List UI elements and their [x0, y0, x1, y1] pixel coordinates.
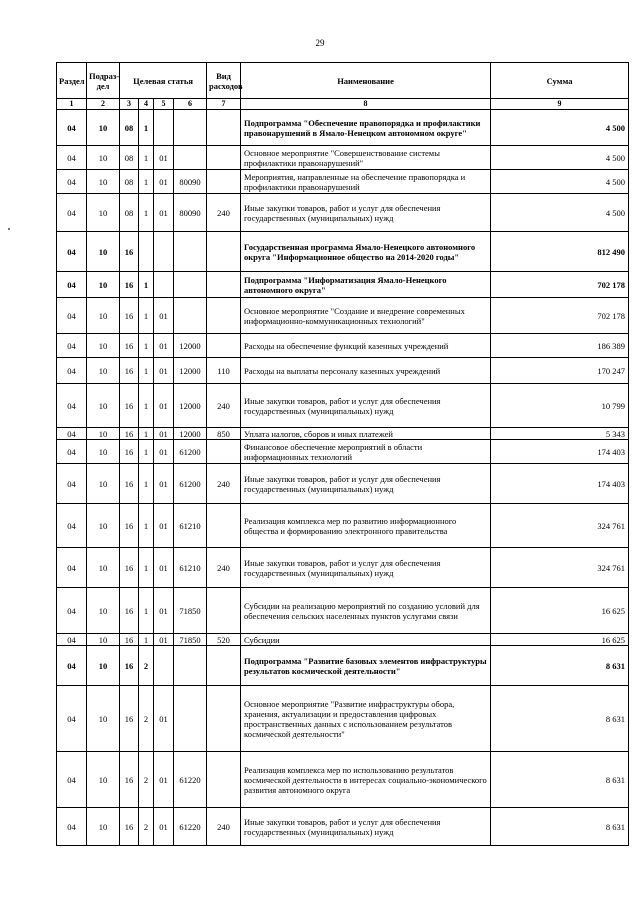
cell-sum: 174 403	[491, 440, 629, 464]
cell-name: Мероприятия, направленные на обеспечение правопорядка и профилактики правонарушений	[241, 170, 491, 194]
header-sum: Сумма	[491, 63, 629, 99]
cell-event: 01	[154, 808, 174, 846]
cell-program: 16	[120, 588, 139, 634]
header-podrazdel: Подраз-дел	[87, 63, 120, 99]
table-row	[57, 752, 629, 808]
cell-podrazdel: 10	[87, 752, 120, 808]
cell-razdel: 04	[57, 146, 87, 170]
cell-sum: 324 761	[491, 504, 629, 548]
cell-podrazdel: 10	[87, 686, 120, 752]
cell-program: 16	[120, 808, 139, 846]
cell-podrazdel: 10	[87, 298, 120, 334]
table-row	[57, 686, 629, 752]
cell-razdel: 04	[57, 686, 87, 752]
cell-name: Государственная программа Ямало-Ненецкого автономного округа "Информационное общество на 2014-2020 годы"	[241, 232, 491, 272]
cell-sum: 5 343	[491, 428, 629, 440]
column-number: 5	[154, 99, 174, 110]
cell-subprogram	[139, 232, 154, 272]
cell-podrazdel: 10	[87, 808, 120, 846]
cell-sum: 16 625	[491, 588, 629, 634]
cell-name: Иные закупки товаров, работ и услуг для обеспечения государственных (муниципальных) нужд	[241, 384, 491, 428]
cell-direction: 61200	[174, 440, 207, 464]
cell-event: 01	[154, 194, 174, 232]
cell-razdel: 04	[57, 384, 87, 428]
cell-program: 08	[120, 146, 139, 170]
table-row	[57, 504, 629, 548]
cell-razdel: 04	[57, 110, 87, 146]
column-number: 7	[207, 99, 241, 110]
cell-name: Подпрограмма "Обеспечение правопорядка и профилактики правонарушений в Ямало-Ненецком автономном округе"	[241, 110, 491, 146]
cell-podrazdel: 10	[87, 146, 120, 170]
cell-name: Подпрограмма "Развитие базовых элементов инфраструктуры результатов космической деятельности"	[241, 646, 491, 686]
cell-event: 01	[154, 504, 174, 548]
cell-direction	[174, 232, 207, 272]
cell-razdel: 04	[57, 170, 87, 194]
cell-vid	[207, 146, 241, 170]
cell-sum: 8 631	[491, 686, 629, 752]
cell-direction: 12000	[174, 334, 207, 358]
cell-subprogram: 1	[139, 504, 154, 548]
cell-program: 16	[120, 232, 139, 272]
cell-program: 16	[120, 686, 139, 752]
cell-subprogram: 1	[139, 548, 154, 588]
cell-name: Расходы на выплаты персоналу казенных учреждений	[241, 358, 491, 384]
cell-razdel: 04	[57, 232, 87, 272]
cell-name: Иные закупки товаров, работ и услуг для обеспечения государственных (муниципальных) нужд	[241, 464, 491, 504]
cell-name: Основное мероприятие "Совершенствование системы профилактики правонарушений"	[241, 146, 491, 170]
cell-program: 16	[120, 298, 139, 334]
cell-podrazdel: 10	[87, 232, 120, 272]
cell-sum: 702 178	[491, 272, 629, 298]
header-name: Наименование	[241, 63, 491, 99]
cell-program: 16	[120, 646, 139, 686]
header-razdel: Раздел	[57, 63, 87, 99]
header-target: Целевая статья	[120, 63, 207, 99]
cell-event: 01	[154, 634, 174, 646]
cell-event: 01	[154, 146, 174, 170]
cell-event: 01	[154, 298, 174, 334]
cell-sum: 10 799	[491, 384, 629, 428]
table-row	[57, 194, 629, 232]
table-row	[57, 170, 629, 194]
cell-direction	[174, 686, 207, 752]
cell-direction: 12000	[174, 358, 207, 384]
cell-event: 01	[154, 428, 174, 440]
cell-program: 16	[120, 428, 139, 440]
cell-vid: 520	[207, 634, 241, 646]
cell-razdel: 04	[57, 334, 87, 358]
cell-vid	[207, 646, 241, 686]
column-number: 9	[491, 99, 629, 110]
cell-name: Субсидии на реализацию мероприятий по созданию условий для обеспечения сельских населенных пунктов услугами связи	[241, 588, 491, 634]
cell-podrazdel: 10	[87, 504, 120, 548]
table-row	[57, 588, 629, 634]
cell-razdel: 04	[57, 298, 87, 334]
column-number: 1	[57, 99, 87, 110]
cell-subprogram: 1	[139, 588, 154, 634]
cell-direction: 12000	[174, 384, 207, 428]
cell-razdel: 04	[57, 504, 87, 548]
cell-podrazdel: 10	[87, 334, 120, 358]
cell-sum: 4 500	[491, 194, 629, 232]
cell-name: Иные закупки товаров, работ и услуг для обеспечения государственных (муниципальных) нужд	[241, 548, 491, 588]
column-number: 2	[87, 99, 120, 110]
cell-event: 01	[154, 170, 174, 194]
cell-razdel: 04	[57, 548, 87, 588]
column-number-row	[57, 99, 629, 110]
column-number: 3	[120, 99, 139, 110]
column-number: 8	[241, 99, 491, 110]
cell-subprogram: 1	[139, 146, 154, 170]
cell-podrazdel: 10	[87, 464, 120, 504]
cell-event	[154, 232, 174, 272]
cell-direction: 61220	[174, 808, 207, 846]
table-row	[57, 146, 629, 170]
cell-program: 16	[120, 752, 139, 808]
cell-event: 01	[154, 334, 174, 358]
cell-subprogram: 1	[139, 170, 154, 194]
table-row	[57, 440, 629, 464]
cell-vid	[207, 686, 241, 752]
cell-name: Реализация комплекса мер по развитию информационного общества и формированию электронного правительства	[241, 504, 491, 548]
cell-name: Финансовое обеспечение мероприятий в области информационных технологий	[241, 440, 491, 464]
cell-name: Основное мероприятие "Создание и внедрение современных информационно-коммуникационных технологий"	[241, 298, 491, 334]
cell-razdel: 04	[57, 272, 87, 298]
cell-program: 16	[120, 634, 139, 646]
cell-sum: 812 490	[491, 232, 629, 272]
cell-event: 01	[154, 588, 174, 634]
cell-program: 08	[120, 170, 139, 194]
cell-name: Уплата налогов, сборов и иных платежей	[241, 428, 491, 440]
cell-razdel: 04	[57, 358, 87, 384]
cell-event	[154, 272, 174, 298]
cell-program: 16	[120, 464, 139, 504]
cell-subprogram: 1	[139, 464, 154, 504]
cell-vid: 850	[207, 428, 241, 440]
cell-vid: 240	[207, 464, 241, 504]
cell-vid	[207, 298, 241, 334]
cell-podrazdel: 10	[87, 588, 120, 634]
cell-podrazdel: 10	[87, 110, 120, 146]
cell-podrazdel: 10	[87, 428, 120, 440]
cell-name: Основное мероприятие "Развитие инфраструктуры обора, хранения, актуализации и предоставления цифровых пространственных данных с использованием результатов космической деятельности"	[241, 686, 491, 752]
cell-program: 08	[120, 194, 139, 232]
cell-direction: 61200	[174, 464, 207, 504]
cell-event: 01	[154, 440, 174, 464]
cell-vid	[207, 232, 241, 272]
cell-subprogram: 1	[139, 440, 154, 464]
cell-program: 16	[120, 384, 139, 428]
cell-razdel: 04	[57, 752, 87, 808]
cell-razdel: 04	[57, 440, 87, 464]
cell-program: 16	[120, 334, 139, 358]
cell-vid	[207, 272, 241, 298]
cell-subprogram: 1	[139, 428, 154, 440]
cell-razdel: 04	[57, 646, 87, 686]
column-number: 6	[174, 99, 207, 110]
table-row	[57, 358, 629, 384]
cell-razdel: 04	[57, 588, 87, 634]
cell-vid	[207, 170, 241, 194]
cell-event: 01	[154, 686, 174, 752]
cell-subprogram: 1	[139, 358, 154, 384]
cell-vid	[207, 334, 241, 358]
table-body	[57, 110, 629, 846]
cell-event	[154, 110, 174, 146]
column-number: 4	[139, 99, 154, 110]
cell-event: 01	[154, 464, 174, 504]
table-row	[57, 110, 629, 146]
cell-direction	[174, 110, 207, 146]
cell-program: 16	[120, 358, 139, 384]
cell-subprogram: 2	[139, 686, 154, 752]
cell-sum: 170 247	[491, 358, 629, 384]
cell-vid: 110	[207, 358, 241, 384]
cell-podrazdel: 10	[87, 634, 120, 646]
cell-vid: 240	[207, 194, 241, 232]
cell-sum: 4 500	[491, 146, 629, 170]
cell-podrazdel: 10	[87, 384, 120, 428]
cell-subprogram: 1	[139, 334, 154, 358]
cell-vid: 240	[207, 548, 241, 588]
header-row	[57, 63, 629, 99]
table-row	[57, 232, 629, 272]
cell-direction: 71850	[174, 588, 207, 634]
cell-razdel: 04	[57, 808, 87, 846]
table-row	[57, 384, 629, 428]
cell-direction	[174, 272, 207, 298]
cell-name: Расходы на обеспечение функций казенных учреждений	[241, 334, 491, 358]
cell-subprogram: 1	[139, 272, 154, 298]
cell-event: 01	[154, 548, 174, 588]
cell-razdel: 04	[57, 428, 87, 440]
cell-vid	[207, 110, 241, 146]
cell-subprogram: 1	[139, 298, 154, 334]
cell-direction: 80090	[174, 170, 207, 194]
cell-direction: 61210	[174, 548, 207, 588]
table-row	[57, 464, 629, 504]
cell-sum: 324 761	[491, 548, 629, 588]
cell-podrazdel: 10	[87, 358, 120, 384]
cell-sum: 8 631	[491, 752, 629, 808]
cell-direction	[174, 298, 207, 334]
cell-podrazdel: 10	[87, 194, 120, 232]
margin-dot	[8, 228, 10, 230]
cell-podrazdel: 10	[87, 548, 120, 588]
cell-vid	[207, 440, 241, 464]
table-row	[57, 634, 629, 646]
table-row	[57, 272, 629, 298]
cell-sum: 4 500	[491, 110, 629, 146]
cell-direction: 80090	[174, 194, 207, 232]
cell-event: 01	[154, 358, 174, 384]
table-row	[57, 298, 629, 334]
cell-vid: 240	[207, 808, 241, 846]
cell-vid	[207, 588, 241, 634]
cell-sum: 4 500	[491, 170, 629, 194]
cell-name: Подпрограмма "Информатизация Ямало-Ненецкого автономного округа"	[241, 272, 491, 298]
cell-event: 01	[154, 752, 174, 808]
cell-subprogram: 2	[139, 752, 154, 808]
cell-name: Иные закупки товаров, работ и услуг для обеспечения государственных (муниципальных) нужд	[241, 808, 491, 846]
cell-name: Иные закупки товаров, работ и услуг для обеспечения государственных (муниципальных) нужд	[241, 194, 491, 232]
cell-subprogram: 2	[139, 808, 154, 846]
table-row	[57, 548, 629, 588]
table-row	[57, 428, 629, 440]
cell-subprogram: 1	[139, 634, 154, 646]
cell-razdel: 04	[57, 194, 87, 232]
cell-subprogram: 1	[139, 110, 154, 146]
cell-direction: 12000	[174, 428, 207, 440]
cell-subprogram: 1	[139, 194, 154, 232]
cell-sum: 16 625	[491, 634, 629, 646]
table-row	[57, 808, 629, 846]
cell-direction: 71850	[174, 634, 207, 646]
cell-podrazdel: 10	[87, 646, 120, 686]
cell-podrazdel: 10	[87, 170, 120, 194]
cell-direction: 61220	[174, 752, 207, 808]
cell-sum: 8 631	[491, 646, 629, 686]
cell-sum: 186 389	[491, 334, 629, 358]
cell-razdel: 04	[57, 634, 87, 646]
cell-direction	[174, 146, 207, 170]
table-row	[57, 646, 629, 686]
table-row	[57, 334, 629, 358]
cell-vid: 240	[207, 384, 241, 428]
cell-podrazdel: 10	[87, 440, 120, 464]
cell-subprogram: 1	[139, 384, 154, 428]
cell-direction: 61210	[174, 504, 207, 548]
cell-direction	[174, 646, 207, 686]
cell-sum: 8 631	[491, 808, 629, 846]
cell-sum: 174 403	[491, 464, 629, 504]
page-number: 29	[315, 38, 325, 48]
cell-vid	[207, 504, 241, 548]
cell-subprogram: 2	[139, 646, 154, 686]
cell-sum: 702 178	[491, 298, 629, 334]
header-vid: Вид расходов	[207, 63, 241, 99]
cell-program: 16	[120, 440, 139, 464]
cell-name: Реализация комплекса мер по использованию результатов космической деятельности в интересах социально-экономического развития автономного округа	[241, 752, 491, 808]
cell-program: 16	[120, 272, 139, 298]
cell-program: 16	[120, 548, 139, 588]
cell-podrazdel: 10	[87, 272, 120, 298]
cell-program: 08	[120, 110, 139, 146]
cell-event	[154, 646, 174, 686]
cell-razdel: 04	[57, 464, 87, 504]
budget-table	[56, 62, 629, 846]
cell-vid	[207, 752, 241, 808]
cell-name: Субсидии	[241, 634, 491, 646]
cell-event: 01	[154, 384, 174, 428]
cell-program: 16	[120, 504, 139, 548]
